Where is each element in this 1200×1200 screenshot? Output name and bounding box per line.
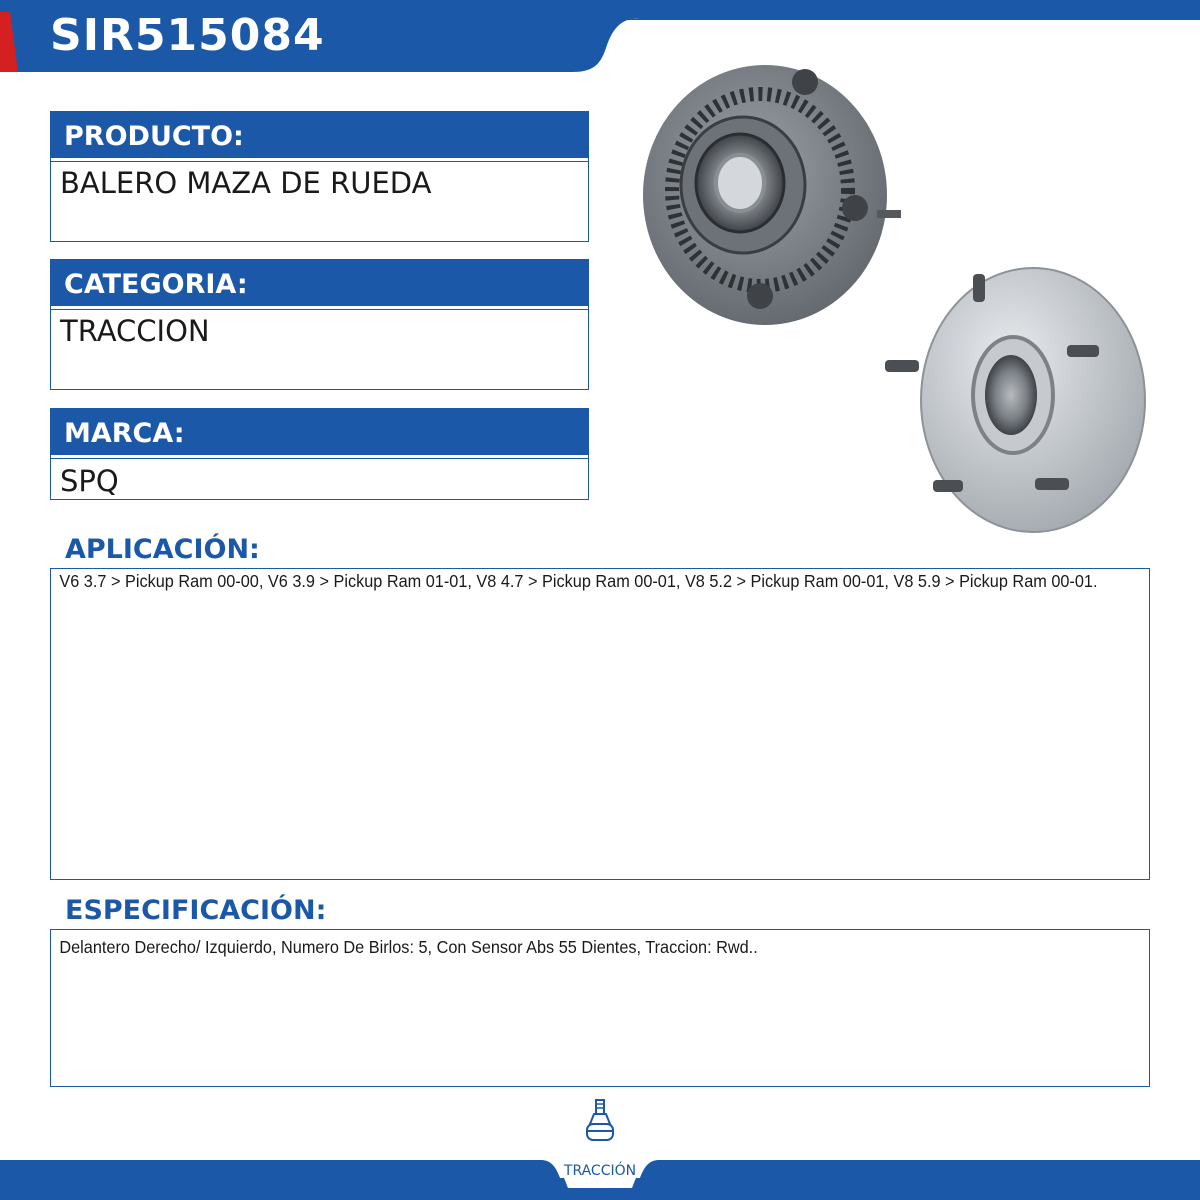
hub-rear-view: [885, 268, 1145, 532]
aplicacion-box: [50, 568, 1150, 880]
especificacion-title: ESPECIFICACIÓN:: [65, 895, 327, 926]
producto-label: PRODUCTO:: [51, 112, 588, 161]
producto-value: BALERO MAZA DE RUEDA: [60, 166, 432, 200]
especificacion-text: Delantero Derecho/ Izquierdo, Numero De Birlos: 5, Con Sensor Abs 55 Dientes, Traccion: Rwd..: [59, 937, 758, 957]
producto-box: [50, 111, 589, 242]
marca-label: MARCA:: [51, 409, 588, 458]
aplicacion-text: V6 3.7 > Pickup Ram 00-00, V6 3.9 > Pickup Ram 01-01, V8 4.7 > Pickup Ram 00-01, V8 5.2 > Pickup Ram 00-01, V8 5.9 > Pickup Ram 00-01.: [59, 571, 1098, 591]
footer-category-label: TRACCIÓN: [563, 1163, 637, 1179]
categoria-value: TRACCION: [60, 314, 210, 348]
wheel-hub-bearing-image: [615, 40, 1155, 540]
especificacion-box: [50, 929, 1150, 1087]
cv-joint-icon: [582, 1098, 618, 1160]
categoria-box: [50, 259, 589, 390]
categoria-label: CATEGORIA:: [51, 260, 588, 309]
hub-front-view: [643, 65, 901, 325]
product-sku-title: SIR515084: [50, 10, 325, 61]
aplicacion-title: APLICACIÓN:: [65, 534, 260, 565]
marca-value: SPQ: [60, 464, 119, 498]
marca-box: [50, 408, 589, 500]
